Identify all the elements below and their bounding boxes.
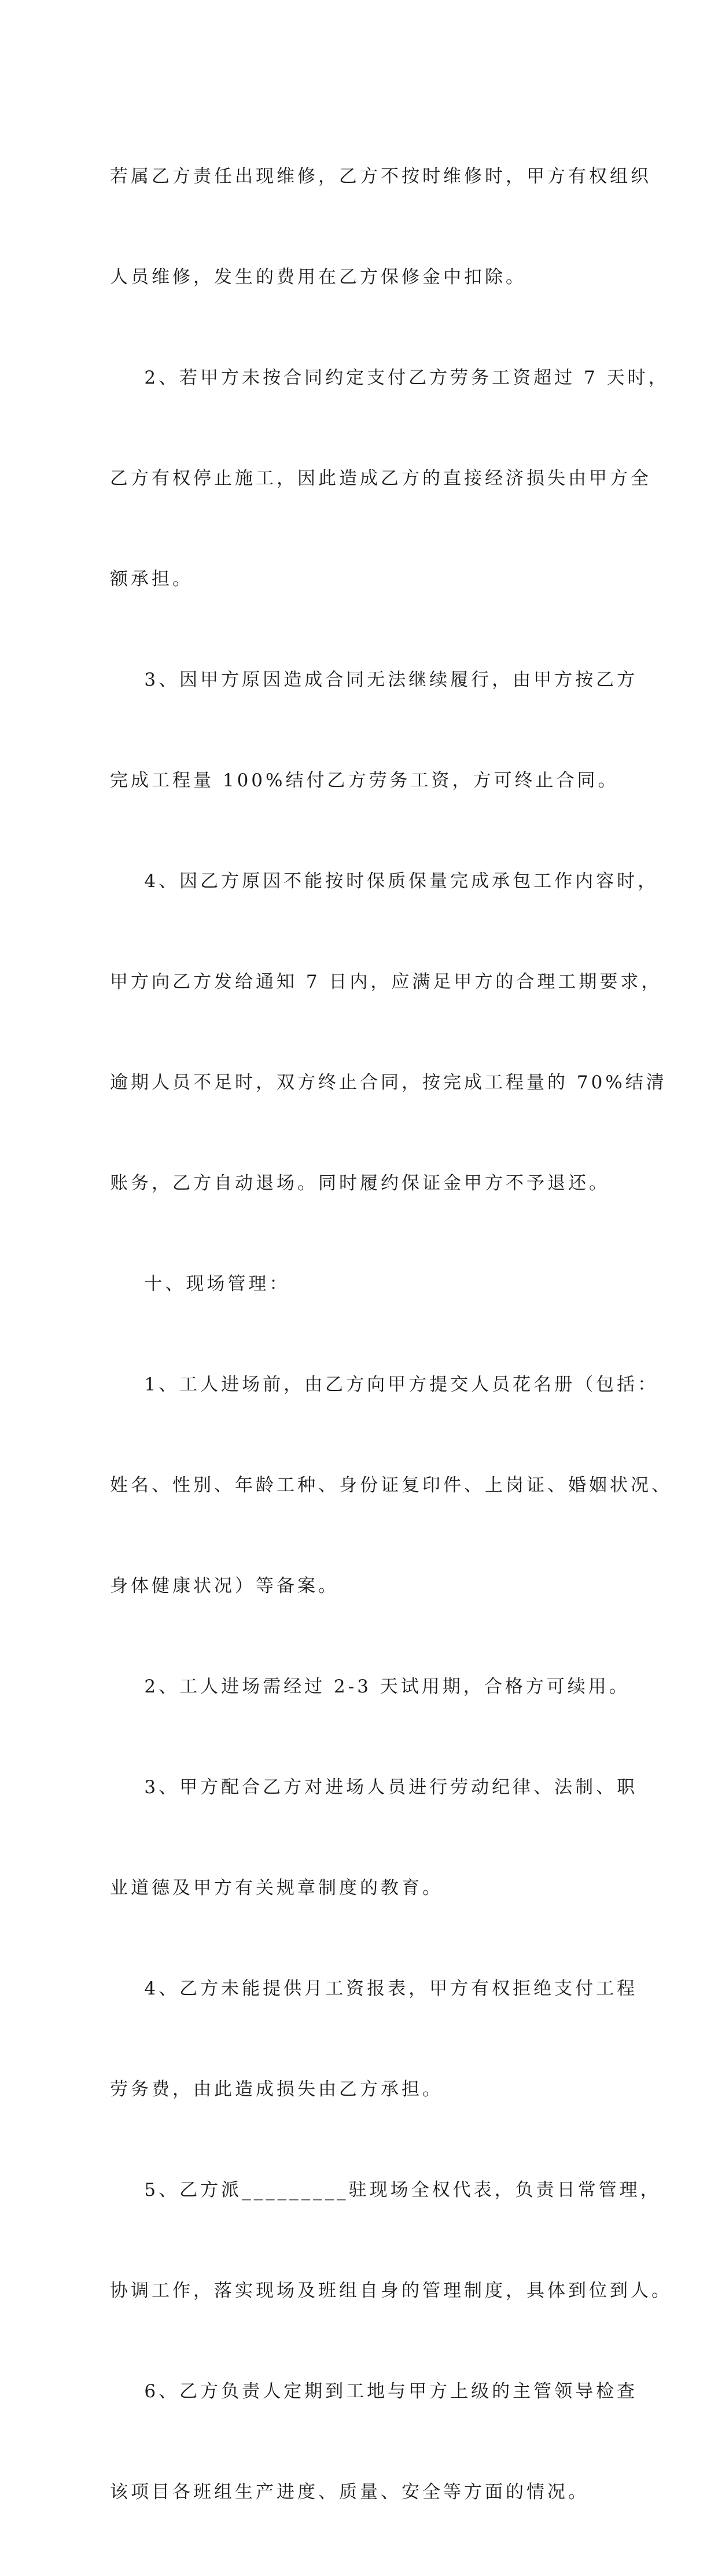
text-line: 4、因乙方原因不能按时保质保量完成承包工作内容时， xyxy=(110,871,659,892)
text-line: 6、乙方负责人定期到工地与甲方上级的主管领导检查 xyxy=(110,2381,638,2402)
text-line: 逾期人员不足时，双方终止合同，按完成工程量的 70%结清 xyxy=(110,1072,667,1093)
document-body xyxy=(110,93,672,2576)
text-line: 劳务费，由此造成损失由乙方承担。 xyxy=(110,2079,443,2100)
text-line: 4、乙方未能提供月工资报表，甲方有权拒绝支付工程 xyxy=(110,1978,638,1999)
text-line: 协调工作，落实现场及班组自身的管理制度，具体到位到人。 xyxy=(110,2280,672,2301)
text-line: 姓名、性别、年龄工种、身份证复印件、上岗证、婚姻状况、 xyxy=(110,1475,672,1496)
text-line: 业道德及甲方有关规章制度的教育。 xyxy=(110,1878,443,1898)
text-line: 额承担。 xyxy=(110,569,193,590)
text-line: 2、若甲方未按合同约定支付乙方劳务工资超过 7 天时， xyxy=(110,367,669,388)
text-line: 该项目各班组生产进度、质量、安全等方面的情况。 xyxy=(110,2482,589,2503)
text-line: 3、甲方配合乙方对进场人员进行劳动纪律、法制、职 xyxy=(110,1777,638,1798)
text-line: 3、因甲方原因造成合同无法继续履行，由甲方按乙方 xyxy=(110,669,638,690)
text-line: 甲方向乙方发给通知 7 日内，应满足甲方的合理工期要求， xyxy=(110,971,662,992)
text-line: 人员维修，发生的费用在乙方保修金中扣除。 xyxy=(110,267,526,288)
text-line: 2、工人进场需经过 2-3 天试用期，合格方可续用。 xyxy=(110,1676,630,1697)
text-line: 1、工人进场前，由乙方向甲方提交人员花名册（包括： xyxy=(110,1374,659,1395)
text-line: 身体健康状况）等备案。 xyxy=(110,1576,339,1596)
text-line: 完成工程量 100%结付乙方劳务工资，方可终止合同。 xyxy=(110,770,619,791)
text-line: 若属乙方责任出现维修，乙方不按时维修时，甲方有权组织 xyxy=(110,166,651,187)
text-line: 乙方有权停止施工，因此造成乙方的直接经济损失由甲方全 xyxy=(110,468,651,489)
text-line: 5、乙方派_________驻现场全权代表，负责日常管理， xyxy=(110,2180,661,2200)
text-line: 账务，乙方自动退场。同时履约保证金甲方不予退还。 xyxy=(110,1173,610,1194)
section-heading: 十、现场管理： xyxy=(110,1274,290,1294)
